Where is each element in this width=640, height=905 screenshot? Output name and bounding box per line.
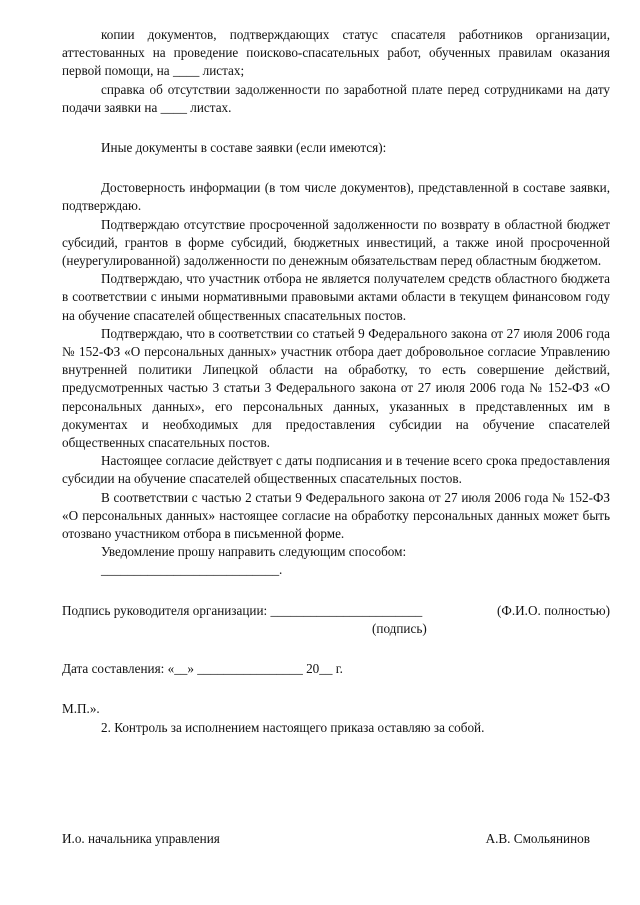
paragraph-not-recipient: Подтверждаю, что участник отбора не является получателем средств областного бюджета в соответствии с иными нормативными правовыми актами области в текущем финансовом году на обучение спасателей общественных спасательных постов.: [62, 271, 610, 323]
footer-position: И.о. начальника управления: [62, 831, 220, 846]
paragraph-personal-data-consent: Подтверждаю, что в соответствии со статьей 9 Федерального закона от 27 июля 2006 года № 152-ФЗ «О персональных данных» участник отбора дает добровольное согласие Управлению внутренней политики Липецкой области на обработку, то есть совершение действий, предусмотренных частью 3 статьи 3 Федерального закона от 27 июля 2006 года № 152-ФЗ «О персональных данных», его персональных данных, указанных в представленных им в документах и необходимых для предоставления субсидии на обучение спасателей общественных спасательных постов.: [62, 325, 610, 451]
signature-caption: (подпись): [372, 620, 427, 636]
footer-name: А.В. Смольянинов: [485, 831, 590, 846]
item-2-control: 2. Контроль за исполнением настоящего приказа оставляю за собой.: [101, 719, 485, 735]
paragraph-reliability: Достоверность информации (в том числе документов), представленной в составе заявки, подтверждаю.: [62, 180, 610, 214]
signature-row: [62, 602, 610, 620]
footer-signature: [62, 830, 590, 848]
paragraph-salary-certificate: справка об отсутствии задолженности по заработной плате перед сотрудниками на дату подачи заявки на ____ листах.: [62, 81, 610, 115]
signature-fio: (Ф.И.О. полностью): [497, 602, 610, 618]
stamp-line: М.П.».: [62, 701, 100, 717]
paragraph-consent-duration: Настоящее согласие действует с даты подписания и в течение всего срока предоставления субсидии на обучение спасателей общественных спасательных постов.: [62, 453, 610, 487]
paragraph-other-documents: Иные документы в составе заявки (если имеются):: [101, 140, 387, 156]
signature-label: Подпись руководителя организации: _______________________: [62, 602, 423, 618]
document-body: [62, 26, 610, 737]
date-line: Дата составления: «__» ________________ 20__ г.: [62, 661, 343, 677]
paragraph-consent-revocation: В соответствии с частью 2 статьи 9 Федерального закона от 27 июля 2006 года № 152-ФЗ «О персональных данных» настоящее согласие на обработку персональных данных может быть отозвано участником отбора в письменной форме.: [62, 489, 610, 542]
paragraph-no-debt: Подтверждаю отсутствие просроченной задолженности по возврату в областной бюджет субсидий, грантов в форме субсидий, бюджетных инвестиций, а также иной просроченной (неурегулированной) задолженности по денежным обязательствам перед областным бюджетом.: [62, 216, 610, 269]
paragraph-notification-method: Уведомление прошу направить следующим способом:: [101, 544, 407, 560]
notification-blank-line: ___________________________.: [101, 562, 283, 578]
paragraph-copies-documents: копии документов, подтверждающих статус спасателя работников организации, аттестованных на проведение поисково-спасательных работ, обученных правилам оказания первой помощи, на ____ листах;: [62, 27, 610, 79]
